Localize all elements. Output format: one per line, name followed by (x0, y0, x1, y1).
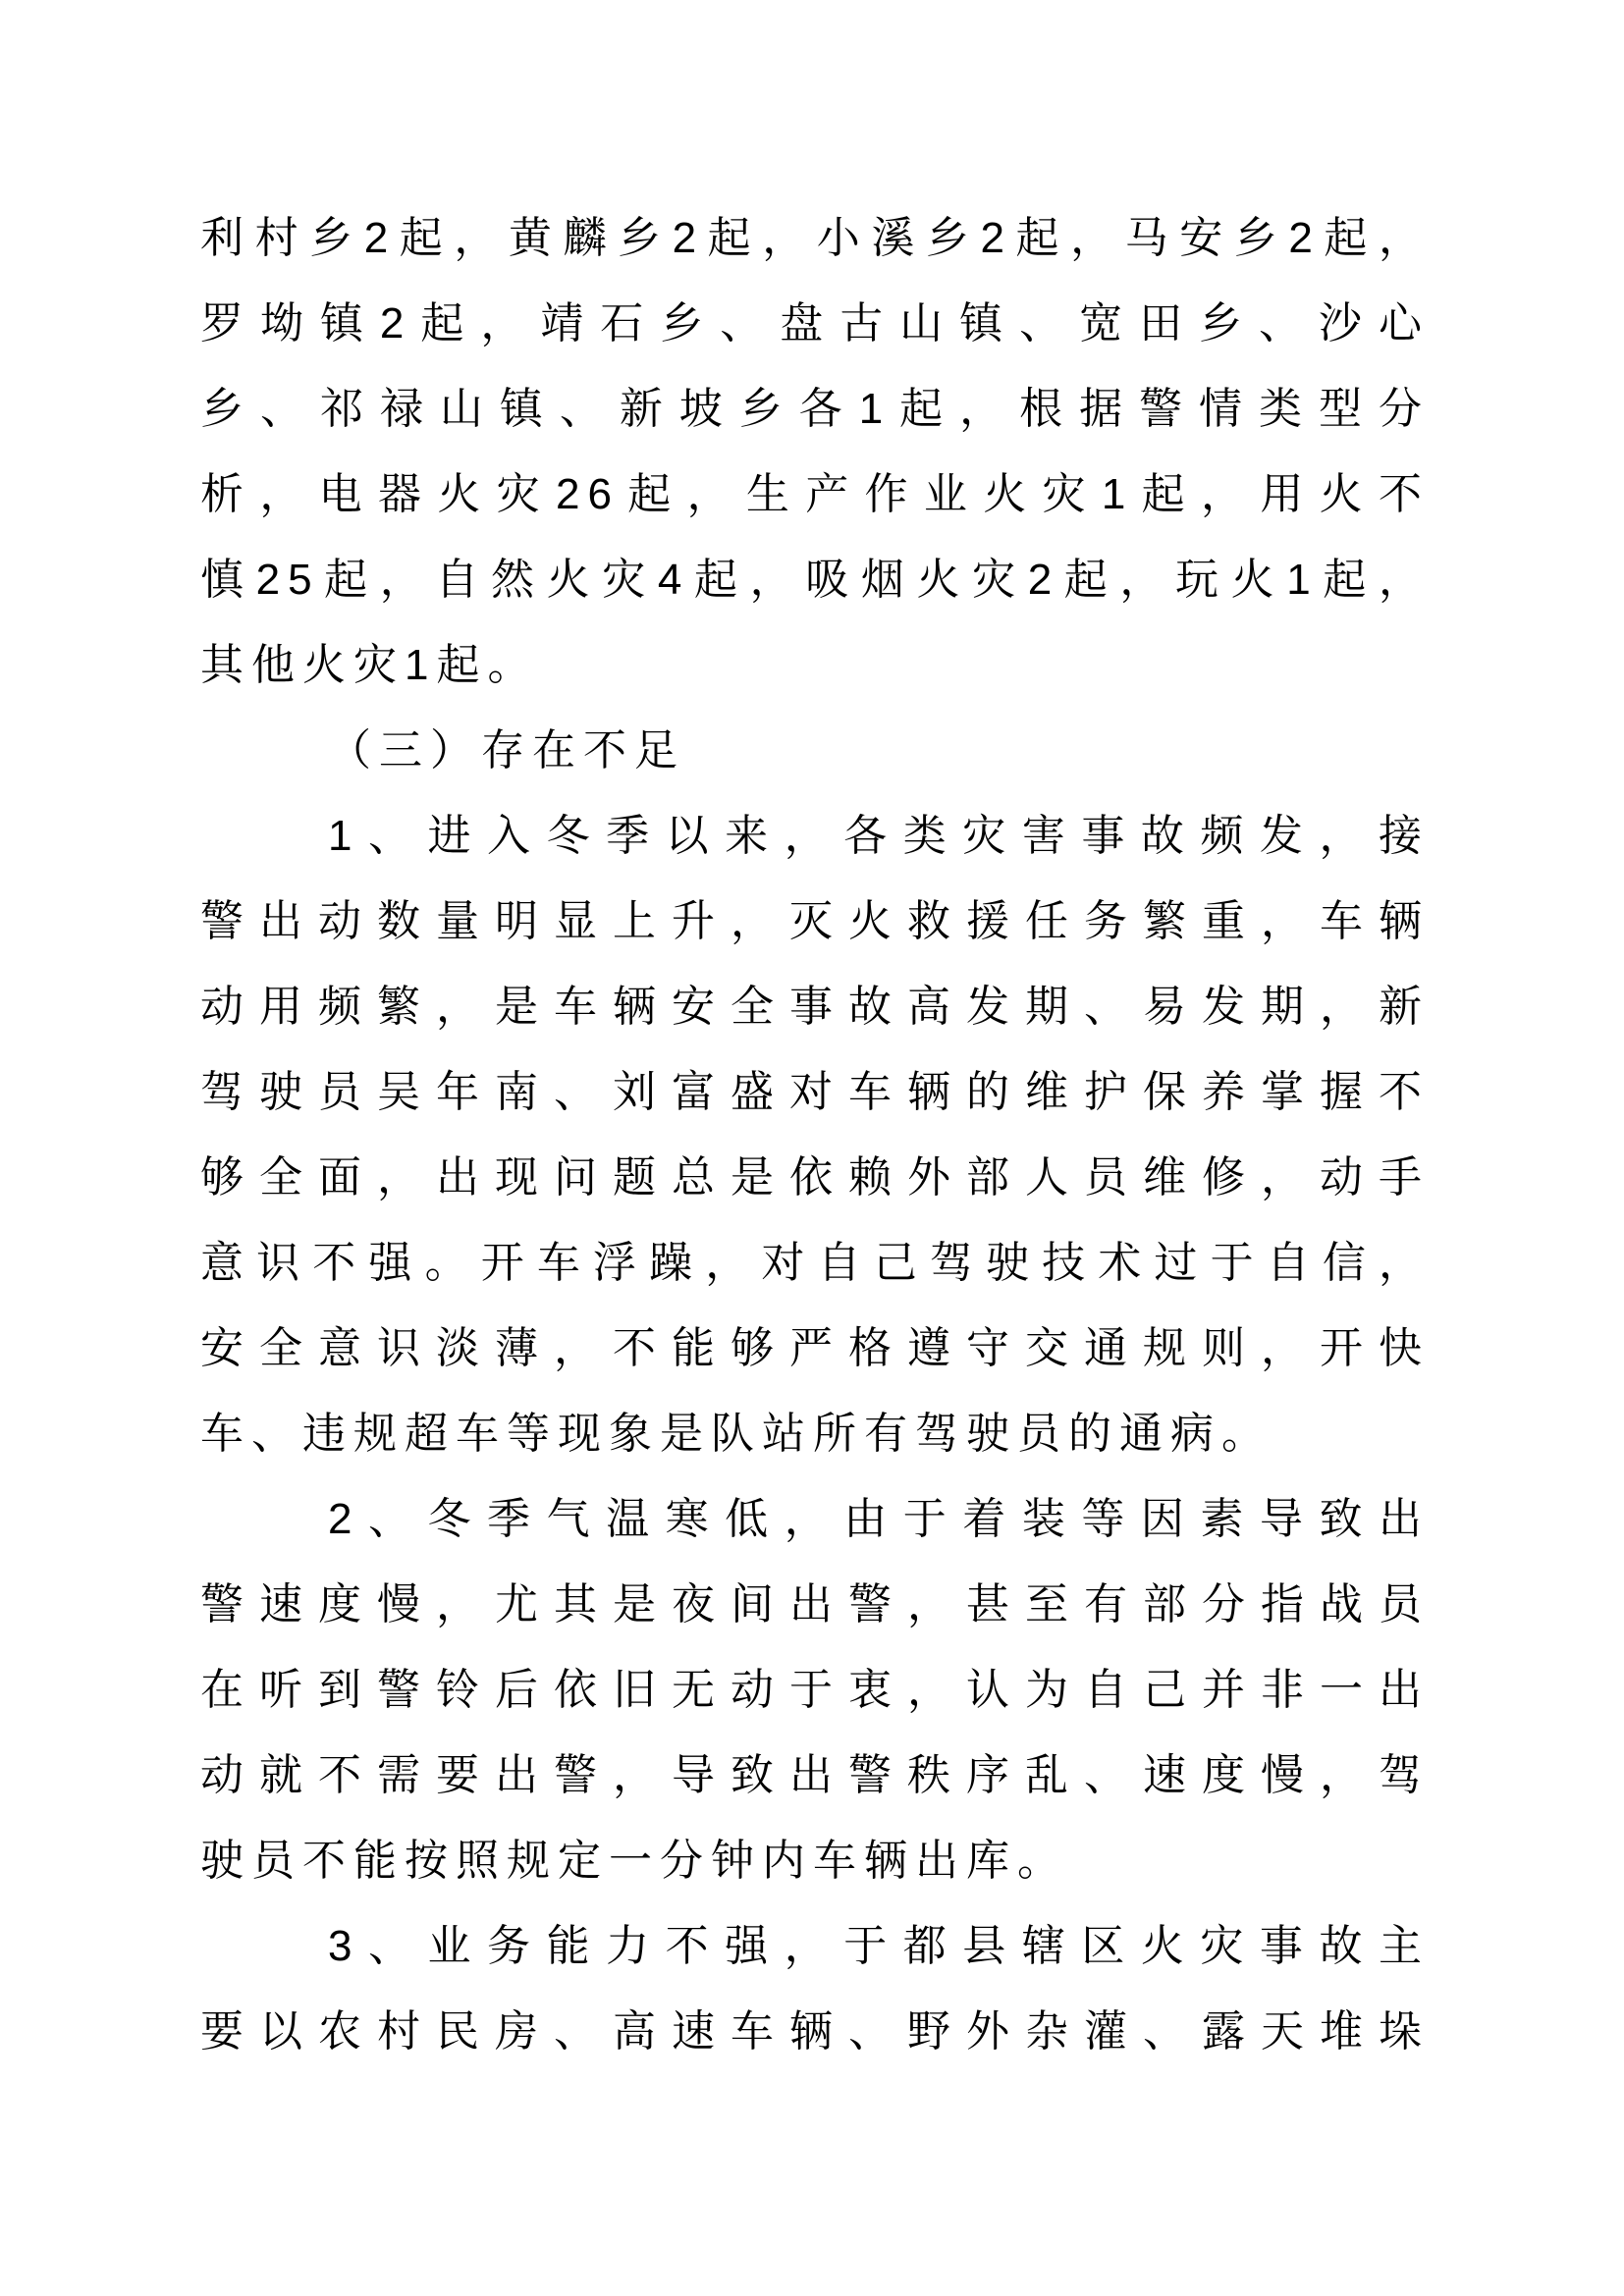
text-line: 慎25起，自然火灾4起，吸烟火灾2起，玩火1起， (200, 556, 1430, 604)
text-line: 车、违规超车等现象是队站所有驾驶员的通病。 (200, 1410, 1272, 1458)
section-heading: （三）存在不足 (328, 726, 685, 774)
text-line: 利村乡2起，黄麟乡2起，小溪乡2起，马安乡2起， (200, 214, 1430, 262)
text-line: 在听到警铃后依旧无动于衷，认为自己并非一出 (200, 1666, 1430, 1714)
text-line: 动用频繁，是车辆安全事故高发期、易发期，新 (200, 983, 1430, 1031)
text-line: 安全意识淡薄，不能够严格遵守交通规则，开快 (200, 1324, 1430, 1372)
text-line: 析，电器火灾26起，生产作业火灾1起，用火不 (200, 470, 1430, 518)
text-line: 警出动数量明显上升，灭火救援任务繁重，车辆 (200, 897, 1430, 945)
text-line: 1、进入冬季以来，各类灾害事故频发，接 (328, 812, 1430, 860)
document-text-block (200, 195, 1430, 2074)
text-line: 驾驶员吴年南、刘富盛对车辆的维护保养掌握不 (200, 1068, 1430, 1116)
text-line: 其他火灾1起。 (200, 641, 539, 689)
text-line: 够全面，出现问题总是依赖外部人员维修，动手 (200, 1153, 1430, 1201)
text-line: 驶员不能按照规定一分钟内车辆出库。 (200, 1837, 1068, 1885)
text-line: 动就不需要出警，导致出警秩序乱、速度慢，驾 (200, 1751, 1430, 1799)
text-line: 要以农村民房、高速车辆、野外杂灌、露天堆垛 (200, 2007, 1430, 2056)
text-line: 3、业务能力不强，于都县辖区火灾事故主 (328, 1922, 1430, 1970)
text-line: 罗坳镇2起，靖石乡、盘古山镇、宽田乡、沙心 (200, 299, 1430, 347)
text-line: 2、冬季气温寒低，由于着装等因素导致出 (328, 1495, 1430, 1543)
text-line: 警速度慢，尤其是夜间出警，甚至有部分指战员 (200, 1580, 1430, 1629)
text-line: 意识不强。开车浮躁，对自己驾驶技术过于自信， (200, 1239, 1430, 1287)
text-line: 乡、祁禄山镇、新坡乡各1起，根据警情类型分 (200, 385, 1430, 433)
